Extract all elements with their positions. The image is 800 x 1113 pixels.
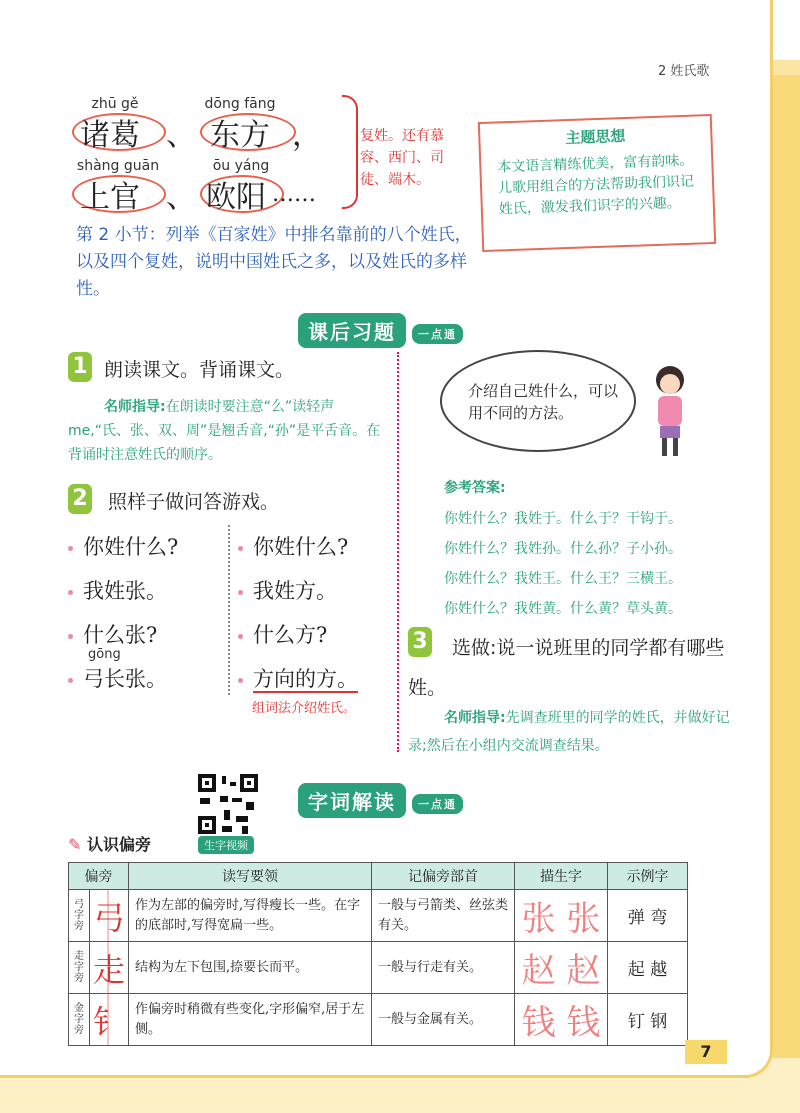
word-dongfang: 东方 <box>210 118 270 153</box>
table-header-row <box>69 863 688 890</box>
memo-text: 一般与行走有关。 <box>372 942 515 994</box>
trace-char: 赵 <box>566 951 601 991</box>
col-header: 读写要领 <box>129 863 372 890</box>
radical-table <box>68 862 688 1046</box>
table-row <box>69 890 688 942</box>
trace-char: 张 <box>521 899 556 939</box>
banner-exercises-label: 课后习题 <box>298 313 406 348</box>
example-chars: 起 越 <box>608 942 688 994</box>
game-right <box>238 525 396 695</box>
bullet-dot <box>238 634 243 639</box>
bullet-dot <box>238 678 243 683</box>
theme-box <box>478 114 716 252</box>
q3-guide-text: 先调查班里的同学的姓氏，并做好记录;然后在小组内交流调查结果。 <box>408 710 730 754</box>
sep-2: ， <box>292 118 322 153</box>
q3-number: 3 <box>408 627 432 657</box>
memo-text: 一般与金属有关。 <box>372 994 515 1046</box>
table-row <box>69 942 688 994</box>
q1-guide <box>68 395 393 467</box>
game-left-line <box>68 569 228 613</box>
game-left <box>68 525 230 695</box>
banner-words <box>298 783 463 817</box>
radical-name: 金字旁 <box>69 994 90 1046</box>
q3-guide <box>408 704 730 760</box>
answers-label-text: 参考答案: <box>444 480 506 496</box>
theme-title: 主题思想 <box>565 126 626 148</box>
theme-text: 本文语言精练优美，富有韵味。儿歌用组合的方法帮助我们识记姓氏，激发我们识字的兴趣。 <box>497 152 695 218</box>
game-right-text: 方向的方。 <box>253 667 358 691</box>
qr-label: 生字视频 <box>198 836 254 854</box>
col-header: 描生字 <box>515 863 608 890</box>
col-header: 记偏旁部首 <box>372 863 515 890</box>
trace-chars <box>515 890 608 942</box>
banner-words-tag: 一点通 <box>412 794 463 814</box>
answer-line: 你姓什么？我姓孙。什么孙？子小孙。 <box>444 541 682 557</box>
answer-line: 你姓什么？我姓黄。什么黄？草头黄。 <box>444 601 682 617</box>
answer-line: 你姓什么？我姓于。什么于？干钩于。 <box>444 511 682 527</box>
bullet-dot <box>238 546 243 551</box>
trace-chars <box>515 994 608 1046</box>
q2-number: 2 <box>68 484 92 514</box>
radical-glyph: 走 <box>90 942 129 994</box>
radical-name: 弓字旁 <box>69 890 90 942</box>
q3-guide-label: 名师指导: <box>444 710 506 726</box>
q3-text: 选做:说一说班里的同学都有哪些姓。 <box>408 637 725 699</box>
example-chars: 钉 钢 <box>608 994 688 1046</box>
q1-text: 朗读课文。背诵课文。 <box>104 359 295 381</box>
word-shangguan: 上官 <box>80 180 140 215</box>
memo-text: 一般与弓箭类、丝弦类有关。 <box>372 890 515 942</box>
game-left-line <box>68 657 228 701</box>
table-row <box>69 994 688 1046</box>
answer-line: 你姓什么？我姓王。什么王？三横王。 <box>444 571 682 587</box>
banner-exercises-tag: 一点通 <box>412 324 463 344</box>
radical-glyph: 弓 <box>90 890 129 942</box>
trace-chars <box>515 942 608 994</box>
pinyin-ouyang: ōu yáng <box>212 158 270 174</box>
brace <box>342 95 358 209</box>
col-header: 偏旁 <box>69 863 129 890</box>
radical-heading-text: 认识偏旁 <box>86 835 151 854</box>
game-left-text: 什么张? <box>83 623 158 647</box>
example-chars: 弹 弯 <box>608 890 688 942</box>
speech-bubble-text: 介绍自己姓什么，可以用不同的方法。 <box>468 382 619 422</box>
game-right-line <box>238 569 396 613</box>
rule-text: 作为左部的偏旁时,写得瘦长一些。在字的底部时,写得宽扁一些。 <box>129 890 372 942</box>
game-right-line <box>238 613 396 657</box>
q1-guide-text: 在朗读时要注意“么”读轻声 me,“氏、张、双、周”是翘舌音,“孙”是平舌音。在背诵时注意姓氏的顺序。 <box>68 399 381 463</box>
pinyin-gong: gōng <box>88 647 121 662</box>
game-right-text: 你姓什么? <box>253 535 349 559</box>
trace-char: 钱 <box>566 1003 601 1043</box>
banner-words-label: 字词解读 <box>298 783 406 818</box>
game-left-text: 弓长张。 <box>83 667 167 691</box>
trace-char: 钱 <box>521 1003 556 1043</box>
sep-4: …… <box>272 182 316 207</box>
radical-heading <box>68 832 151 855</box>
pencil-icon: ✎ <box>68 835 82 854</box>
game-left-line <box>68 525 228 569</box>
pinyin-shangguan: shàng guān <box>76 158 160 174</box>
bullet-dot <box>68 634 73 639</box>
bullet-dot <box>68 678 73 683</box>
game-right-line <box>238 525 396 569</box>
section2-summary: 第 2 小节：列举《百家姓》中排名靠前的八个姓氏，以及四个复姓，说明中国姓氏之多，以及姓氏的多样性。 <box>76 225 472 299</box>
running-head: 2 姓氏歌 <box>658 64 710 79</box>
page-number: 7 <box>685 1040 727 1064</box>
word-ouyang: 欧阳 <box>206 180 266 215</box>
bullet-dot <box>68 546 73 551</box>
rule-text: 结构为左下包围,捺要长而平。 <box>129 942 372 994</box>
sep-3: 、 <box>166 180 196 215</box>
radical-name: 走字旁 <box>69 942 90 994</box>
trace-char: 张 <box>566 899 601 939</box>
rule-text: 作偏旁时稍微有些变化,字形偏窄,居于左侧。 <box>129 994 372 1046</box>
radical-glyph: 钅 <box>90 994 129 1046</box>
pinyin-zhuge: zhū gě <box>91 96 139 112</box>
banner-exercises <box>298 313 463 347</box>
sep-1: 、 <box>166 118 196 153</box>
q2-text: 照样子做问答游戏。 <box>108 491 280 513</box>
game-right-line <box>238 657 396 701</box>
qr-code[interactable] <box>196 772 260 836</box>
word-zhuge: 诸葛 <box>80 118 140 153</box>
game-left-text: 你姓什么? <box>83 535 179 559</box>
game-left-text: 我姓张。 <box>83 579 167 603</box>
compound-surname-note: 复姓。还有慕容、西门、司徒、端木。 <box>360 128 444 188</box>
vertical-divider <box>397 352 399 752</box>
pinyin-dongfang: dōng fāng <box>204 96 276 112</box>
col-header: 示例字 <box>608 863 688 890</box>
q1-number: 1 <box>68 352 92 382</box>
bullet-dot <box>68 590 73 595</box>
girl-illustration <box>640 360 700 460</box>
speech-bubble <box>440 350 636 452</box>
answers <box>444 504 682 624</box>
answers-label <box>444 476 506 500</box>
q2-right-note: 组词法介绍姓氏。 <box>252 701 357 716</box>
game-right-text: 我姓方。 <box>253 579 337 603</box>
trace-char: 赵 <box>521 951 556 991</box>
q1-guide-label: 名师指导: <box>104 399 166 415</box>
game-right-text: 什么方? <box>253 623 328 647</box>
bullet-dot <box>238 590 243 595</box>
